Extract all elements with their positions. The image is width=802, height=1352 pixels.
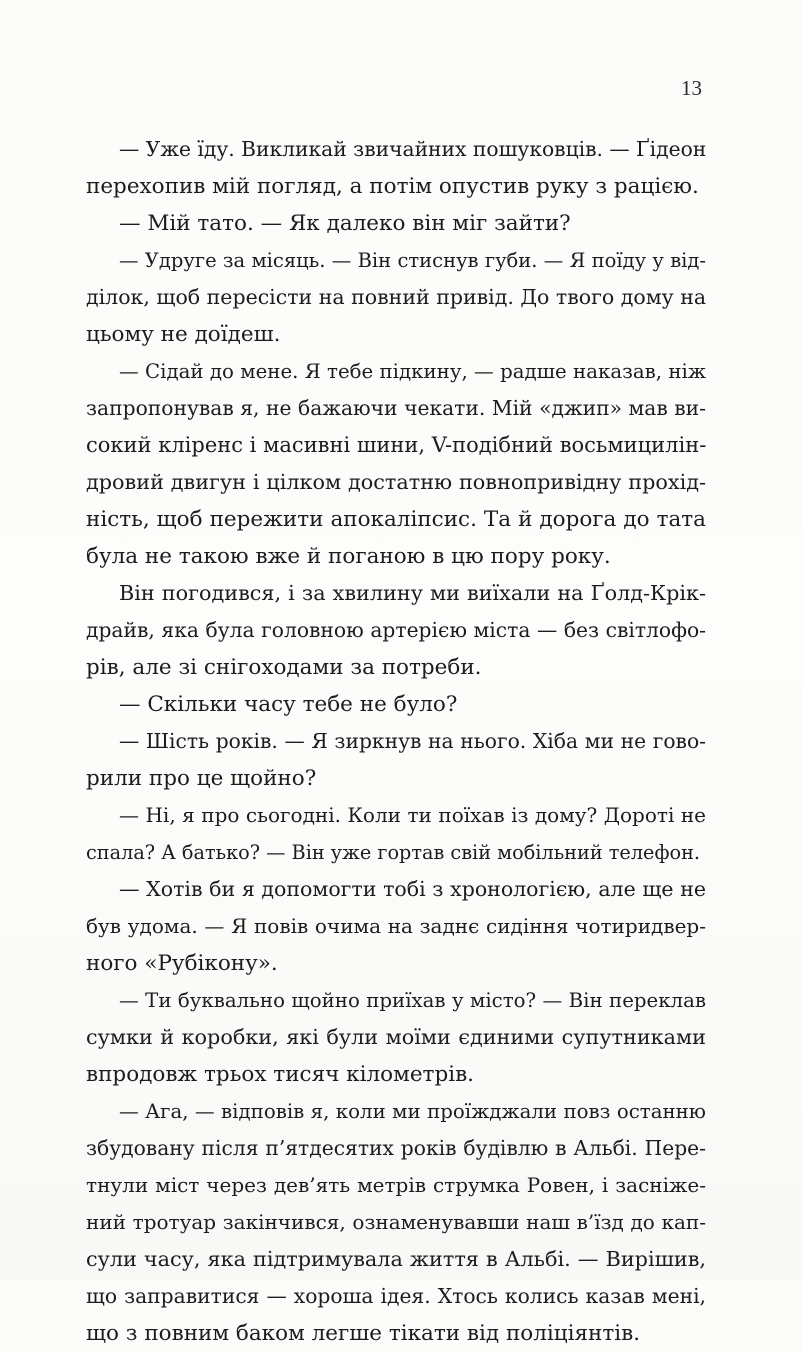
text-line: — Сідай до мене. Я тебе підкину, — радше наказав, ніж [119,360,706,383]
text-line: — Ага, — відповів я, коли ми проїжджали повз останню [119,1100,706,1123]
body-text [86,131,706,1352]
text-line: — Ні, я про сьогодні. Коли ти поїхав із дому? Дороті не [119,803,706,827]
text-line: рів, але зі снігоходами за потреби. [86,655,482,680]
text-line: цьому не доїдеш. [86,322,281,347]
text-line: — Мій тато. — Як далеко він міг зайти? [119,211,571,236]
text-line: перехопив мій погляд, а потім опустив руку з рацією. [86,174,699,199]
text-line: збудовану після п’ятдесятих років будівлю в Альбі. Пере- [86,1136,706,1160]
text-line: — Ти буквально щойно приїхав у місто? — Він переклав [119,989,706,1012]
text-line: ділок, щоб пересісти на повний привід. До твого дому на [86,285,707,309]
text-line: ного «Рубікону». [86,951,278,976]
text-line: сокий кліренс і масивні шини, V-подібний восьмицилін- [86,433,707,457]
text-line: — Хотів би я допомогти тобі з хронологією, але ще не [119,877,706,901]
text-line: Він погодився, і за хвилину ми виїхали на Ґолд-Крік- [119,581,706,605]
text-line: дровий двигун і цілком достатню повнопривідну прохід- [86,470,706,494]
text-line: — Скільки часу тебе не було? [119,692,458,717]
page-number: 13 [681,76,702,100]
text-line: була не такою вже й поганою в цю пору року. [86,544,611,569]
text-line: — Удруге за місяць. — Він стиснув губи. — Я поїду у від- [119,249,706,272]
text-line: тнули міст через дев’ять метрів струмка Ровен, і засніже- [86,1173,706,1197]
text-line: драйв, яка була головною артерією міста — без світлофо- [86,618,706,642]
text-line: рили про це щойно? [86,766,317,791]
text-line: був удома. — Я повів очима на заднє сидіння чотиридвер- [86,914,706,938]
text-line: що заправитися — хороша ідея. Хтось колись казав мені, [86,1284,706,1308]
text-line: сули часу, яка підтримувала життя в Альбі. — Вирішив, [86,1247,706,1271]
text-line: — Шість років. — Я зиркнув на нього. Хіба ми не гово- [119,729,706,753]
text-line: запропонував я, не бажаючи чекати. Мій «джип» мав ви- [86,396,706,420]
text-line: сумки й коробки, які були моїми єдиними супутниками [86,1025,706,1049]
text-line: що з повним баком легше тікати від поліціянтів. [86,1321,641,1346]
text-line: — Уже їду. Викликай звичайних пошуковців. — Ґідеон [119,137,707,161]
text-line: ність, щоб пережити апокаліпсис. Та й дорога до тата [86,507,706,532]
text-line: впродовж трьох тисяч кілометрів. [86,1062,475,1087]
text-line: спала? А батько? — Він уже гортав свій мобільний телефон. [86,841,701,864]
text-line: ний тротуар закінчився, ознаменувавши наш в’їзд до кап- [86,1210,706,1234]
